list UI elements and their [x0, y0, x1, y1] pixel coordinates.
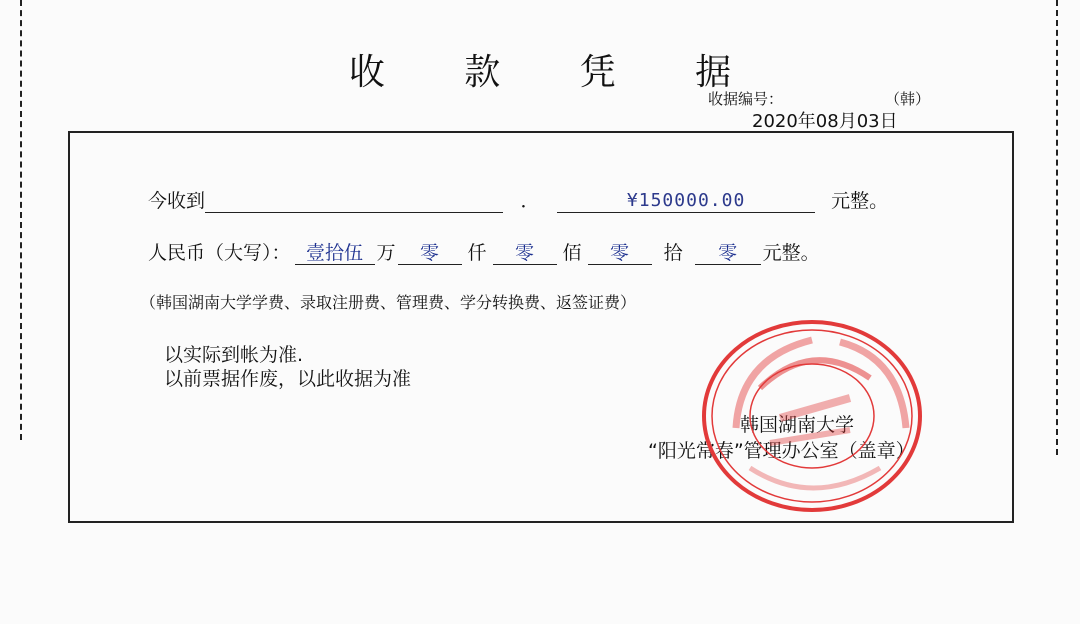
issuer-office: “阳光常春”管理办公室（盖章） — [648, 440, 915, 462]
caps-digit-4: 零 — [588, 242, 652, 265]
payer-field — [205, 190, 503, 213]
caps-unit-3: 佰 — [562, 242, 582, 264]
amount-unit: 元整。 — [831, 190, 889, 212]
receipt-number-label: 收据编号： — [708, 90, 784, 108]
receipt-title: 收 款 凭 据 — [348, 52, 766, 93]
caps-digit-5: 零 — [695, 242, 761, 265]
caps-unit-5: 元整。 — [762, 242, 820, 264]
amount-field: ¥150000.00 — [557, 190, 815, 213]
rmb-label: 人民币（大写）： — [148, 242, 291, 264]
separator: ． — [520, 190, 540, 212]
note-actual-arrival: 以实际到帐为准. — [164, 344, 304, 366]
rmb-capital-row — [148, 238, 820, 265]
caps-unit-2: 仟 — [467, 242, 487, 264]
caps-unit-4: 拾 — [663, 242, 683, 264]
received-from-label: 今收到 — [148, 190, 206, 212]
caps-digit-3: 零 — [493, 242, 557, 265]
received-from-row — [148, 186, 888, 213]
caps-digit-2: 零 — [398, 242, 462, 265]
note-previous-void: 以前票据作废，以此收据为准 — [164, 368, 412, 390]
caps-digit-1: 壹拾伍 — [295, 242, 375, 265]
caps-unit-1: 万 — [376, 242, 396, 264]
receipt-date: 2020年08月03日 — [752, 111, 898, 132]
issuer-university: 韩国湖南大学 — [740, 414, 855, 436]
fee-items: （韩国湖南大学学费、录取注册费、管理费、学分转换费、返签证费） — [140, 293, 637, 312]
red-seal-stamp — [700, 318, 924, 514]
receipt-number-suffix: （韩） — [885, 90, 931, 108]
